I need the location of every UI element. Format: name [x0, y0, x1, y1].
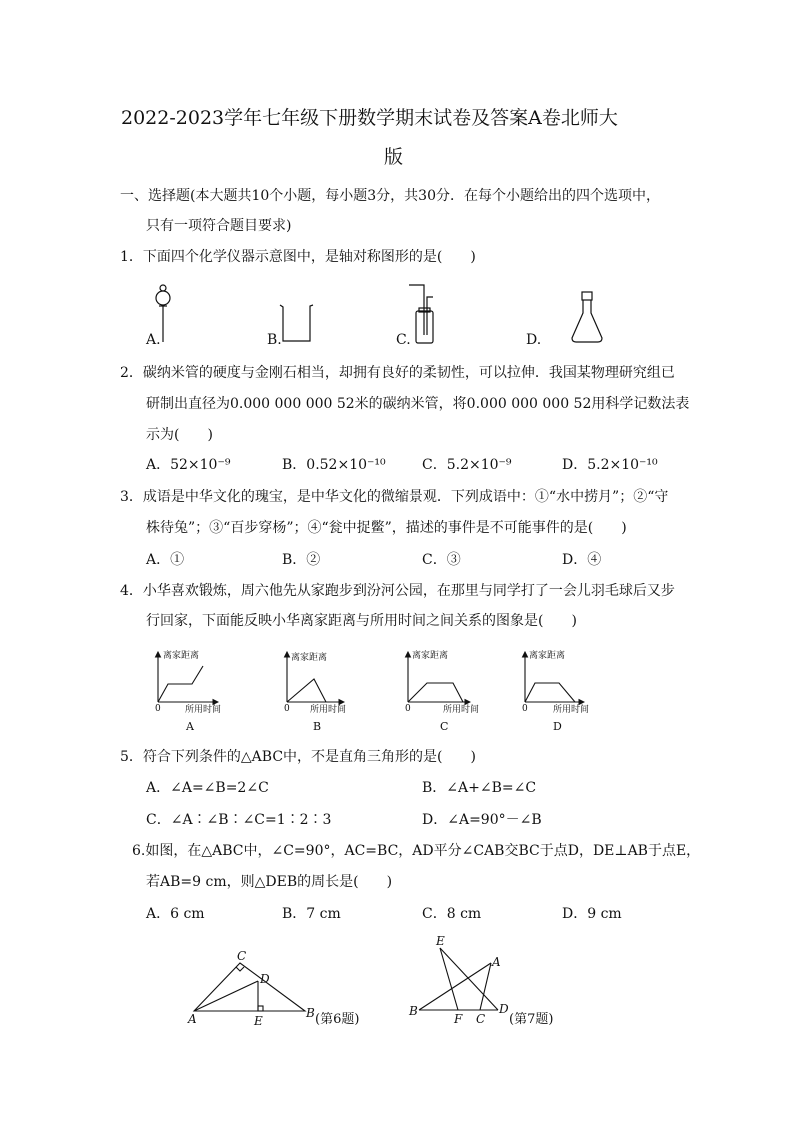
- q5-option-b: B．∠A+∠B=∠C: [422, 780, 537, 796]
- q2-option-d: D．5.2×10⁻¹⁰: [562, 457, 658, 473]
- q6-option-c: C．8 cm: [422, 906, 482, 922]
- graph-c-xlabel: 所用时间: [443, 705, 480, 715]
- graph-d-xlabel: 所用时间: [553, 705, 590, 715]
- fig7-caption: (第7题): [509, 1012, 554, 1027]
- q6-option-a: A．6 cm: [146, 906, 205, 922]
- graph-b-label: B: [313, 720, 322, 733]
- fig6-caption: (第6题): [315, 1012, 360, 1027]
- doc-title-line2: 版: [384, 146, 404, 168]
- q1-option-d: D.: [526, 332, 542, 348]
- fig6-label-e: E: [254, 1014, 263, 1028]
- section-heading: 一、选择题(本大题共10个小题，每小题3分，共30分．在每个小题给出的四个选项中，: [120, 188, 660, 204]
- doc-title-line1: 2022-2023学年七年级下册数学期末试卷及答案A卷北师大: [121, 107, 618, 129]
- fig7-label-e: E: [436, 934, 445, 948]
- graph-b-xlabel: 所用时间: [310, 705, 347, 715]
- graph-d-label: D: [553, 720, 562, 733]
- graph-c-label: C: [440, 720, 449, 733]
- section-heading-cont: 只有一项符合题目要求): [146, 218, 292, 234]
- q3-option-a: A．①: [146, 552, 185, 568]
- q2-option-b: B．0.52×10⁻¹⁰: [282, 457, 386, 473]
- q6-option-b: B．7 cm: [282, 906, 341, 922]
- q1-stem: 1．下面四个化学仪器示意图中，是轴对称图形的是( ): [120, 249, 476, 265]
- graph-b-origin: 0: [284, 704, 290, 714]
- q4-line2: 行回家，下面能反映小华离家距离与所用时间之间关系的图象是( ): [146, 613, 577, 629]
- q2-line2: 研制出直径为0.000 000 000 52米的碳纳米管，将0.000 000 000 52用科学记数法表: [146, 396, 690, 412]
- q4-line1: 4．小华喜欢锻炼，周六他先从家跑步到汾河公园，在那里与同学打了一会儿羽毛球后又步: [120, 583, 675, 599]
- q1-option-c: C.: [396, 332, 411, 348]
- fig6-label-d: D: [260, 972, 270, 986]
- graph-b-ylabel: 离家距离: [291, 653, 328, 663]
- q5-option-a: A．∠A=∠B=2∠C: [146, 780, 269, 796]
- q6-option-d: D．9 cm: [562, 906, 622, 922]
- q5-stem: 5．符合下列条件的△ABC中，不是直角三角形的是( ): [120, 749, 476, 765]
- q3-option-b: B．②: [282, 552, 321, 568]
- q6-line2: 若AB=9 cm，则△DEB的周长是( ): [146, 874, 393, 890]
- q3-option-c: C．③: [422, 552, 461, 568]
- graph-c-ylabel: 离家距离: [412, 651, 449, 661]
- q1-option-a: A.: [146, 332, 161, 348]
- graph-a-xlabel: 所用时间: [185, 705, 222, 715]
- fig7-label-a: A: [492, 955, 501, 969]
- graph-d-origin: 0: [522, 704, 528, 714]
- fig6-label-c: C: [237, 949, 247, 963]
- figure-6: [194, 963, 305, 1011]
- fig7-label-b: B: [409, 1004, 418, 1018]
- figure-7: [419, 948, 498, 1010]
- q3-line1: 3．成语是中华文化的瑰宝，是中华文化的微缩景观．下列成语中：①“水中捞月”；②“守: [120, 489, 669, 505]
- q3-option-d: D．④: [562, 552, 602, 568]
- graph-a-origin: 0: [155, 704, 161, 714]
- q5-option-c: C．∠A∶∠B∶∠C=1∶2∶3: [146, 812, 332, 828]
- fig6-label-a: A: [188, 1012, 197, 1026]
- q2-line3: 示为( ): [146, 427, 213, 443]
- graph-d-ylabel: 离家距离: [529, 651, 566, 661]
- q6-line1: 6.如图，在△ABC中，∠C=90°，AC=BC，AD平分∠CAB交BC于点D，DE⊥AB于点E，: [132, 843, 701, 859]
- fig6-label-b: B: [306, 1006, 315, 1020]
- q2-line1: 2．碳纳米管的硬度与金刚石相当，却拥有良好的柔韧性，可以拉伸．我国某物理研究组已: [120, 365, 675, 381]
- q3-line2: 株待兔”；③“百步穿杨”；④“瓮中捉鳖”，描述的事件是不可能事件的是( ): [146, 520, 627, 536]
- fig7-label-f: F: [454, 1012, 463, 1026]
- q2-option-c: C．5.2×10⁻⁹: [422, 457, 512, 473]
- graph-a-ylabel: 离家距离: [163, 651, 200, 661]
- fig7-label-c: C: [476, 1012, 486, 1026]
- graph-a-label: A: [186, 720, 194, 733]
- fig7-label-d: D: [499, 1002, 509, 1016]
- graph-c-origin: 0: [405, 704, 411, 714]
- q1-option-b: B.: [267, 332, 282, 348]
- q2-option-a: A．52×10⁻⁹: [146, 457, 231, 473]
- q5-option-d: D．∠A=90°－∠B: [422, 812, 542, 828]
